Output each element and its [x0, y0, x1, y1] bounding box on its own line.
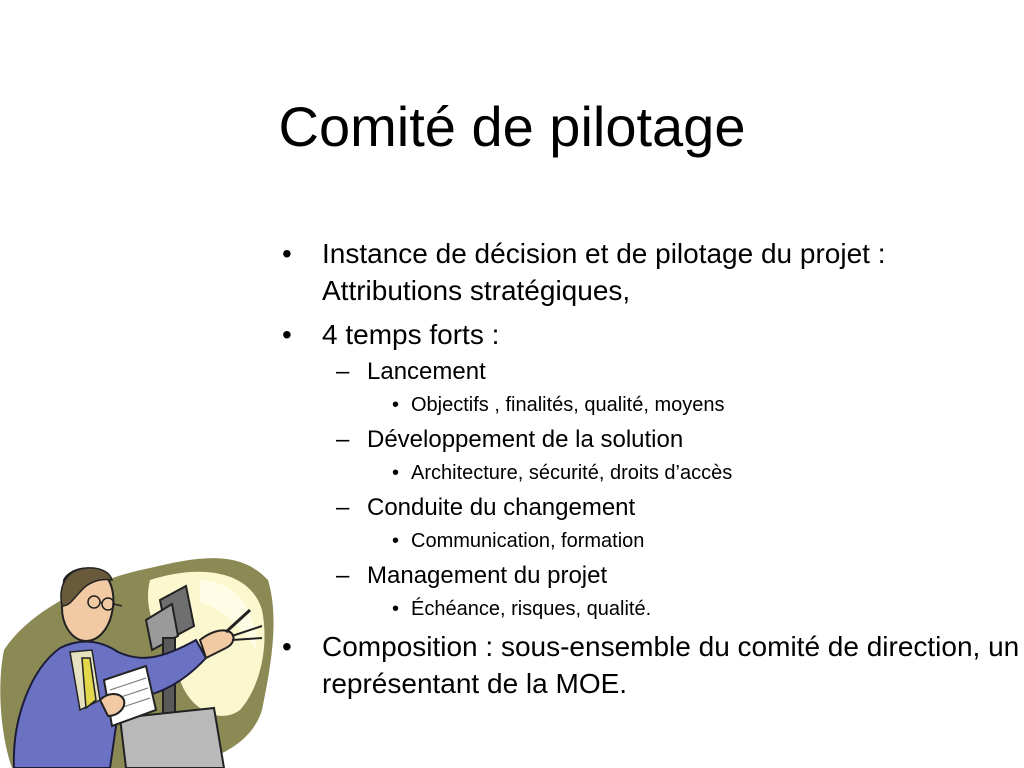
detail-text: Objectifs , finalités, qualité, moyens	[411, 394, 725, 416]
bullet-composition	[280, 628, 1020, 702]
sub-item-management	[280, 560, 1020, 592]
slide-title: Comité de pilotage	[278, 95, 746, 158]
detail-item-conduite	[280, 528, 1020, 555]
bullet-text: 4 temps forts :	[322, 319, 500, 350]
slide-body	[280, 235, 1020, 702]
bullet-instance	[280, 235, 1020, 309]
bullet-marker: •	[282, 238, 292, 269]
dash-marker: –	[336, 494, 350, 521]
sub-item-developpement	[280, 424, 1020, 456]
bullet-temps-forts	[280, 316, 1020, 353]
detail-item-management	[280, 596, 1020, 623]
sub-item-text: Conduite du changement	[367, 494, 636, 521]
detail-marker: •	[392, 394, 400, 416]
detail-marker: •	[392, 598, 400, 620]
detail-marker: •	[392, 530, 400, 552]
dash-marker: –	[336, 426, 350, 453]
sub-item-text: Développement de la solution	[367, 426, 684, 453]
detail-marker: •	[392, 462, 400, 484]
detail-item-developpement	[280, 460, 1020, 487]
bullet-marker: •	[282, 631, 292, 662]
presenter-at-lectern-icon	[0, 540, 275, 768]
bullet-marker: •	[282, 319, 292, 350]
bullet-text: Instance de décision et de pilotage du projet : Attributions stratégiques,	[322, 238, 886, 306]
bullet-text: Composition : sous-ensemble du comité de direction, un représentant de la MOE.	[322, 631, 1020, 699]
detail-text: Communication, formation	[411, 530, 645, 552]
dash-marker: –	[336, 358, 350, 385]
sub-item-text: Management du projet	[367, 562, 608, 589]
dash-marker: –	[336, 562, 350, 589]
sub-item-text: Lancement	[367, 358, 486, 385]
detail-text: Échéance, risques, qualité.	[411, 598, 652, 620]
detail-item-lancement	[280, 392, 1020, 419]
sub-item-conduite	[280, 492, 1020, 524]
sub-item-lancement	[280, 356, 1020, 388]
detail-text: Architecture, sécurité, droits d’accès	[411, 462, 733, 484]
